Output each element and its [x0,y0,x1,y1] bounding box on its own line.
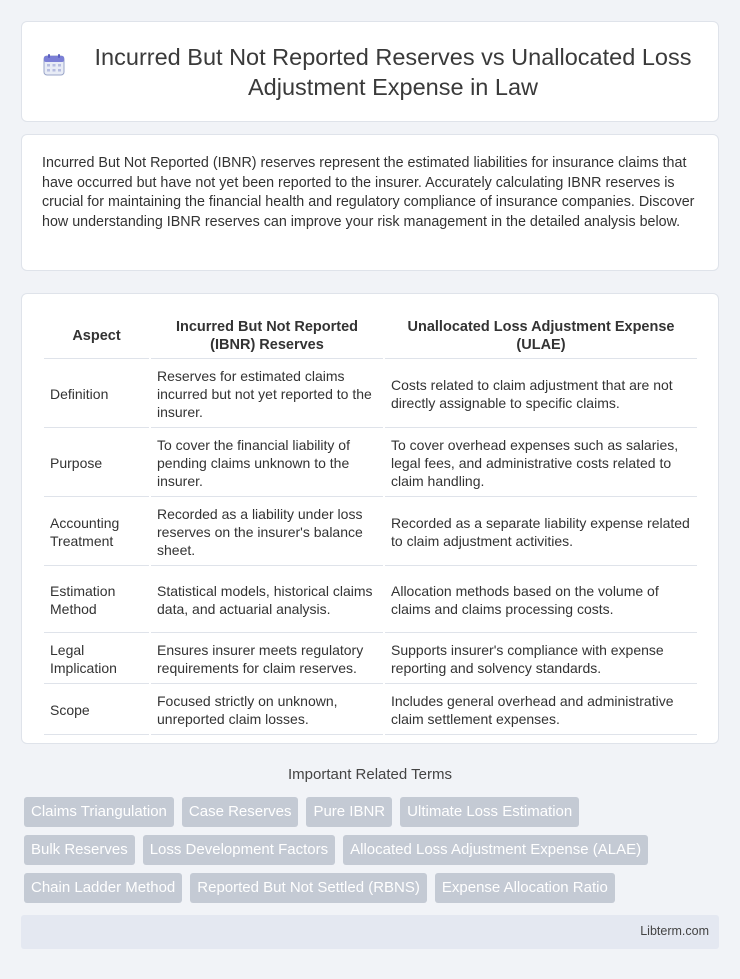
related-term-tag[interactable]: Ultimate Loss Estimation [400,797,579,827]
table-row [44,568,697,633]
related-terms-title: Important Related Terms [288,766,452,783]
intro-text: Incurred But Not Reported (IBNR) reserves represent the estimated liabilities for insurance claims that have occurred but have not yet been reported to the insurer. Accurately calculating IBNR reserves is crucial for maintaining the financial health and regulatory compliance of insurance companies. Discover how understanding IBNR reserves can improve your risk management in the detailed analysis below. [42,155,695,230]
comparison-table-card [21,293,719,744]
table-row [44,635,697,684]
tag-row [24,873,724,903]
cell-ulae: To cover overhead expenses such as salaries, legal fees, and administrative costs related to claim handling. [385,430,697,497]
table-header-row [44,314,697,359]
cell-ibnr: To cover the financial liability of pending claims unknown to the insurer. [151,430,383,497]
page-title: Incurred But Not Reported Reserves vs Unallocated Loss Adjustment Expense in Law [94,43,692,100]
cell-ibnr: Ensures insurer meets regulatory requirements for claim reserves. [151,635,383,684]
related-terms-list [24,797,724,911]
header-card [21,21,719,122]
cell-ibnr: Recorded as a liability under loss reserves on the insurer's balance sheet. [151,499,383,566]
cell-aspect: Definition [44,361,149,428]
cell-ulae: Supports insurer's compliance with expense reporting and solvency standards. [385,635,697,684]
cell-ulae: Includes general overhead and administrative claim settlement expenses. [385,686,697,735]
related-term-tag[interactable]: Bulk Reserves [24,835,135,865]
related-term-tag[interactable]: Chain Ladder Method [24,873,182,903]
intro-card [21,134,719,271]
cell-aspect: Purpose [44,430,149,497]
cell-aspect: Scope [44,686,149,735]
related-term-tag[interactable]: Claims Triangulation [24,797,174,827]
header-ulae: Unallocated Loss Adjustment Expense (ULAE) [385,314,697,359]
cell-aspect: Accounting Treatment [44,499,149,566]
cell-ulae: Recorded as a separate liability expense related to claim adjustment activities. [385,499,697,566]
table-row [44,686,697,735]
cell-ulae: Costs related to claim adjustment that are not directly assignable to specific claims. [385,361,697,428]
cell-ibnr: Statistical models, historical claims data, and actuarial analysis. [151,568,383,633]
related-term-tag[interactable]: Case Reserves [182,797,299,827]
tag-row [24,797,724,827]
tag-row [24,835,724,865]
comparison-table [42,312,699,737]
table-row [44,499,697,566]
related-term-tag[interactable]: Pure IBNR [306,797,392,827]
calendar-icon [42,53,66,77]
table-row [44,361,697,428]
cell-ulae: Allocation methods based on the volume of claims and claims processing costs. [385,568,697,633]
header-ibnr: Incurred But Not Reported (IBNR) Reserves [151,314,383,359]
related-term-tag[interactable]: Loss Development Factors [143,835,335,865]
related-term-tag[interactable]: Expense Allocation Ratio [435,873,615,903]
cell-aspect: Estimation Method [44,568,149,633]
cell-aspect: Legal Implication [44,635,149,684]
cell-ibnr: Reserves for estimated claims incurred but not yet reported to the insurer. [151,361,383,428]
table-row [44,430,697,497]
related-term-tag[interactable]: Reported But Not Settled (RBNS) [190,873,427,903]
footer [21,915,719,949]
footer-site-link[interactable]: Libterm.com [640,924,709,938]
cell-ibnr: Focused strictly on unknown, unreported claim losses. [151,686,383,735]
header-aspect: Aspect [44,314,149,359]
related-term-tag[interactable]: Allocated Loss Adjustment Expense (ALAE) [343,835,648,865]
